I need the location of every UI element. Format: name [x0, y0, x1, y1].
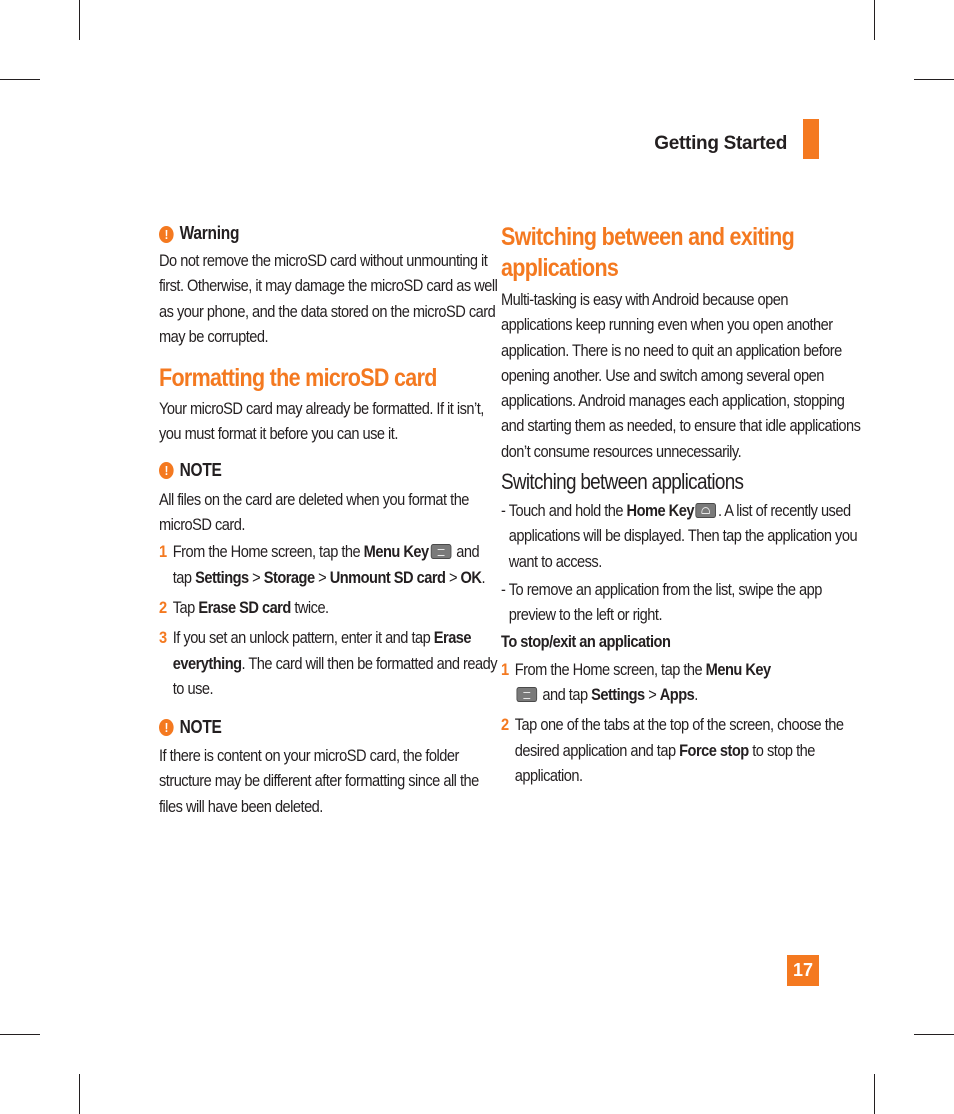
menu-key-icon	[430, 544, 451, 559]
step-2	[501, 712, 861, 788]
note-icon: !	[159, 719, 174, 736]
right-column	[501, 220, 861, 788]
crop-mark	[79, 0, 80, 40]
switching-subheading: Switching between applications	[501, 469, 744, 495]
step-number: 1	[159, 542, 167, 562]
bullet-text: Touch and hold the Home Key . A list of recently used applications will be displayed. Then tap the application you want to access.	[508, 501, 858, 571]
page-number: 17	[787, 955, 819, 986]
warning-text: Do not remove the microSD card without unmounting it first. Otherwise, it may damage the microSD card as well as your phone, and the data stored on the microSD card may be corrupted.	[159, 251, 498, 346]
crop-mark	[914, 79, 954, 80]
note-icon: !	[159, 462, 174, 479]
stop-heading: To stop/exit an application	[501, 631, 671, 651]
bullet-item: - Touch and hold the Home Key . A list of recently used applications will be displayed. Then tap the application you want to access.	[501, 498, 861, 574]
step-text: If you set an unlock pattern, enter it and tap Erase everything. The card will then be formatted and ready to use.	[172, 628, 498, 698]
step-2	[159, 595, 499, 620]
crop-mark	[79, 1074, 80, 1114]
note-heading	[159, 457, 499, 485]
step-text: Tap one of the tabs at the top of the screen, choose the desired application and tap Force stop to stop the application.	[514, 715, 844, 786]
warning-heading	[159, 220, 499, 248]
crop-mark	[0, 1034, 40, 1035]
step-number: 2	[501, 715, 509, 735]
crop-mark	[874, 0, 875, 40]
section-tab-marker	[803, 119, 819, 159]
crop-mark	[0, 79, 40, 80]
step-number: 2	[159, 597, 167, 617]
crop-mark	[874, 1074, 875, 1114]
warning-title: Warning	[179, 223, 240, 244]
note-text: If there is content on your microSD card, the folder structure may be different after formatting since all the files will have been deleted.	[159, 746, 479, 816]
step-text: From the Home screen, tap the Menu Key and tap Settings > Storage > Unmount SD card > OK.	[172, 542, 485, 587]
note-title: NOTE	[179, 716, 222, 737]
bullet-text: To remove an application from the list, swipe the app preview to the left or right.	[508, 579, 822, 625]
step-number: 3	[159, 628, 167, 648]
menu-key-icon	[516, 687, 537, 702]
running-header: Getting Started	[654, 133, 787, 154]
note-title: NOTE	[179, 460, 222, 481]
step-text: From the Home screen, tap the Menu Key and tap Settings > Apps.	[514, 659, 771, 705]
left-column	[159, 220, 499, 819]
switching-heading: Switching between and exiting applications	[501, 223, 795, 282]
crop-mark	[914, 1034, 954, 1035]
format-intro: Your microSD card may already be formatted. If it isn’t, you must format it before you can use it.	[159, 399, 484, 444]
note-heading	[159, 713, 499, 741]
step-number: 1	[501, 659, 509, 679]
home-key-icon	[696, 503, 717, 518]
format-heading: Formatting the microSD card	[159, 364, 437, 393]
warning-icon: !	[159, 226, 174, 243]
bullet-item: - To remove an application from the list, swipe the app preview to the left or right.	[501, 577, 861, 628]
step-3	[159, 625, 499, 701]
step-text: Tap Erase SD card twice.	[172, 597, 329, 617]
step-1	[501, 657, 861, 708]
note-text: All files on the card are deleted when you format the microSD card.	[159, 489, 469, 535]
switching-intro: Multi-tasking is easy with Android because open applications keep running even when you open another application. There is no need to quit an application before opening another. Use and switch among several open applications. Android manages each application, stopping and starting them as needed, to ensure that idle applications don’t consume resources unnecessarily.	[501, 290, 861, 461]
step-1	[159, 539, 499, 590]
